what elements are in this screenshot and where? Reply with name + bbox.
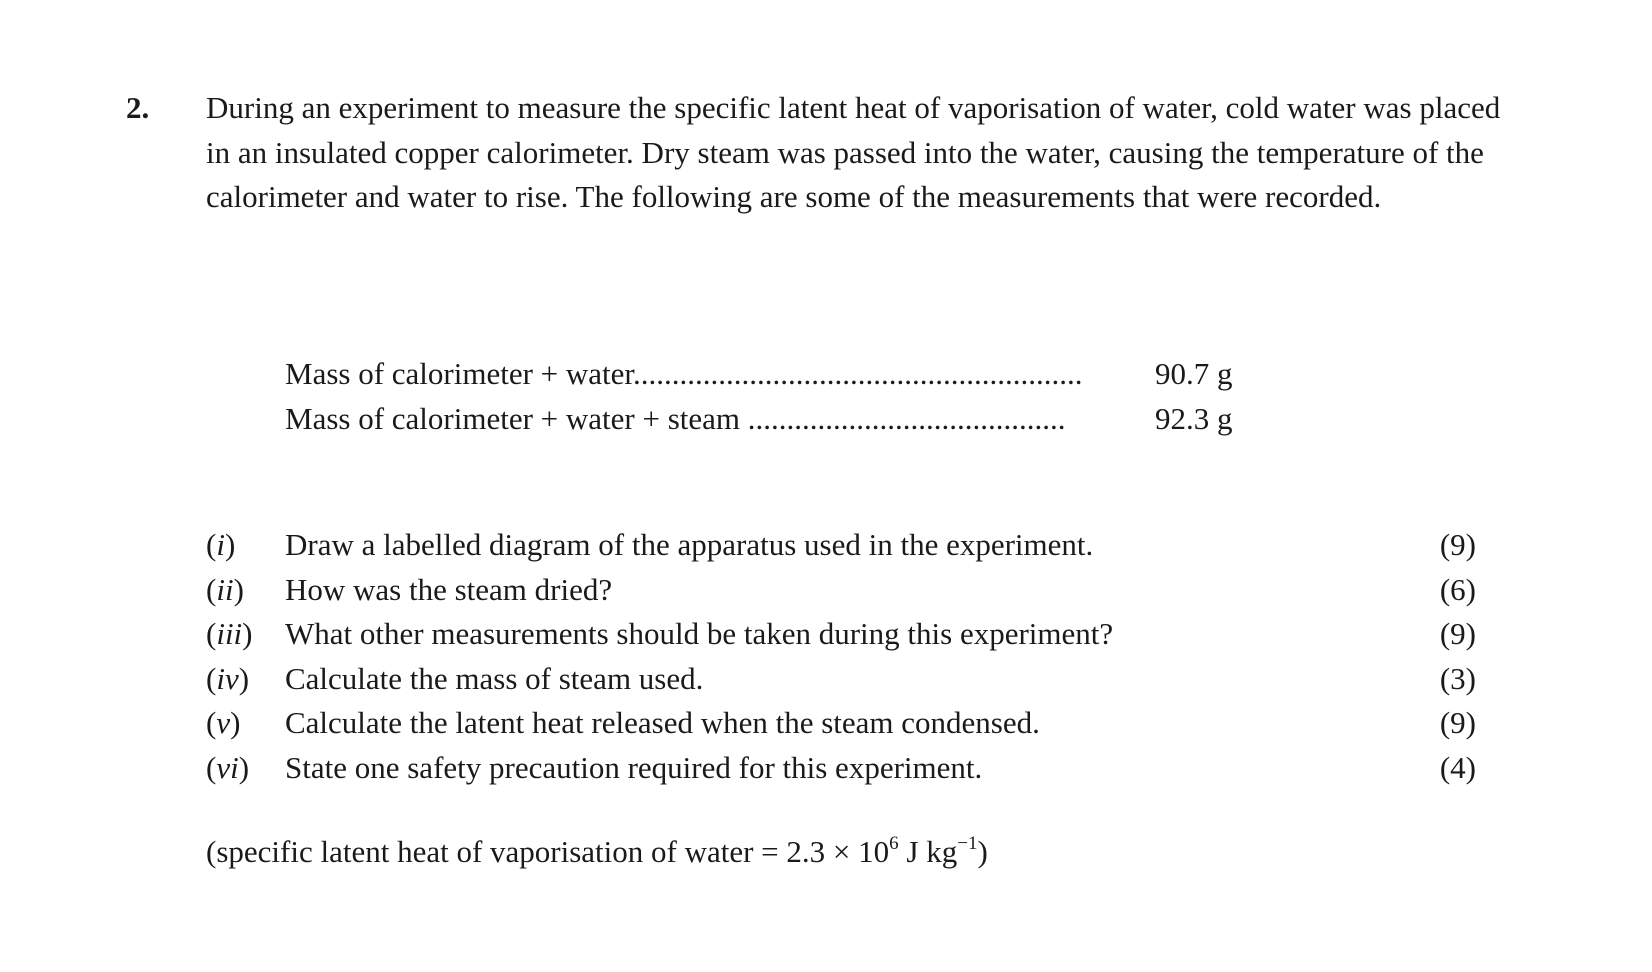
part-text: How was the steam dried? — [285, 571, 613, 607]
question-part — [206, 701, 1476, 746]
part-marks: (9) — [1439, 705, 1476, 740]
measurement-row — [285, 352, 1245, 397]
constant-note: (specific latent heat of vaporisation of water = $2.3 \times 10^6$ J $kg^{-1}$) — [206, 833, 988, 869]
question-parts — [206, 523, 1476, 790]
part-marks: (9) — [1439, 616, 1476, 651]
question-intro: During an experiment to measure the specific latent heat of vaporisation of water, cold water was placed in an insulated copper calorimeter. Dry steam was passed into the water, causing the temperature of the calorimeter and water to rise. The following are some of the measurements that were recorded. — [206, 90, 1501, 214]
part-marks: (4) — [1439, 749, 1476, 785]
part-text: What other measurements should be taken during this experiment? — [285, 616, 1114, 651]
part-text: Calculate the mass of steam used. — [285, 660, 704, 696]
part-marks: (6) — [1439, 571, 1476, 607]
part-marks: (3) — [1439, 660, 1476, 696]
measurement-label: Mass of calorimeter + water + steam ......................................... — [285, 400, 1066, 436]
part-number: (vi) — [206, 749, 250, 785]
part-number: (ii) — [206, 571, 244, 607]
measurement-row — [285, 397, 1245, 442]
question-part — [206, 612, 1476, 657]
question-part — [206, 568, 1476, 613]
part-marks: (9) — [1439, 527, 1476, 562]
part-text: State one safety precaution required for this experiment. — [285, 749, 983, 785]
question-part — [206, 746, 1476, 791]
part-number: (iii) — [206, 616, 253, 651]
part-text: Draw a labelled diagram of the apparatus used in the experiment. — [285, 527, 1094, 562]
question-part — [206, 523, 1476, 568]
question-number: 2. — [126, 90, 150, 125]
question-part — [206, 657, 1476, 702]
measurement-value: 90.7 g — [1155, 356, 1233, 391]
part-number: (v) — [206, 705, 241, 740]
measurement-label: Mass of calorimeter + water.......................................................... — [285, 356, 1083, 391]
measurements-list — [285, 352, 1245, 441]
part-text: Calculate the latent heat released when the steam condensed. — [285, 705, 1040, 740]
measurement-value: 92.3 g — [1155, 400, 1233, 436]
part-number: (i) — [206, 527, 236, 562]
part-number: (iv) — [206, 660, 250, 696]
